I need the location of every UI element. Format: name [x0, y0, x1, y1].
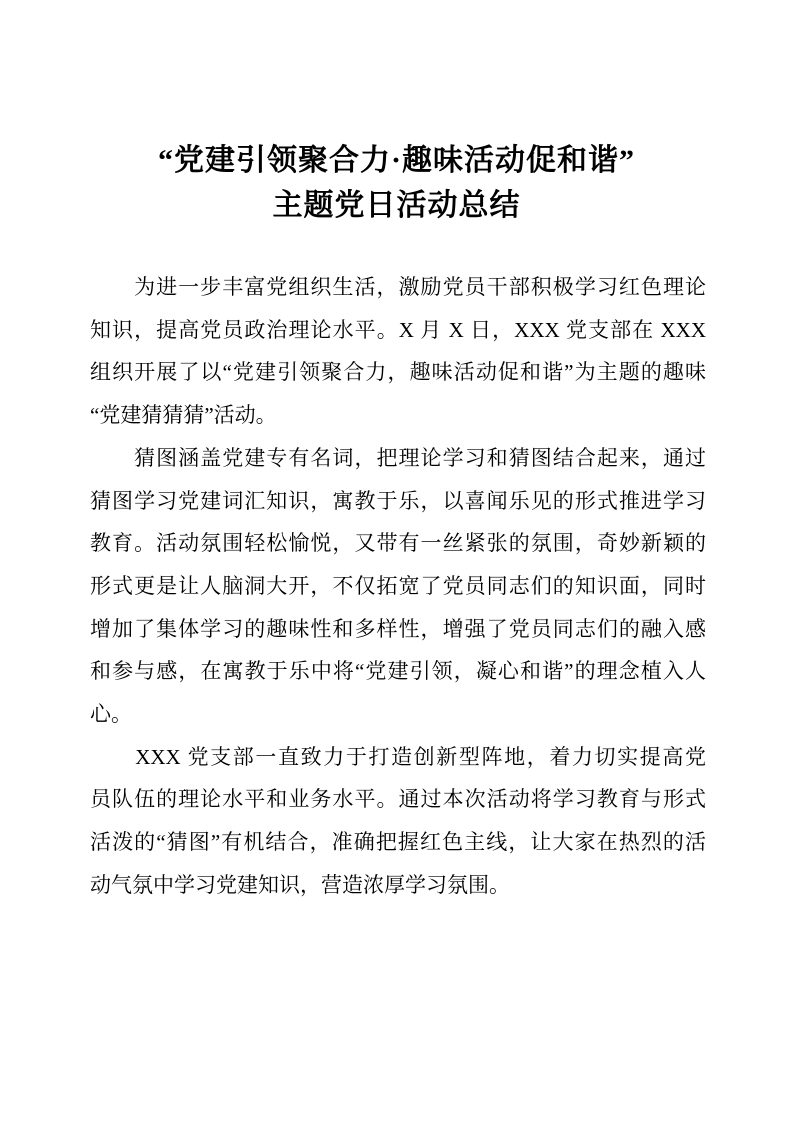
text-line: 猜图学习党建词汇知识，寓教于乐，以喜闻乐见的形式推进学习	[90, 488, 706, 513]
text-line: 形式更是让人脑洞大开，不仅拓宽了党员同志们的知识面，同时	[90, 573, 706, 598]
text-line: 员队伍的理论水平和业务水平。通过本次活动将学习教育与形式	[90, 787, 706, 812]
paragraph	[90, 437, 706, 736]
text-line: 猜图涵盖党建专有名词，把理论学习和猜图结合起来，通过	[90, 445, 706, 470]
document-title	[0, 138, 793, 228]
text-line: 心。	[90, 702, 132, 727]
text-line: 和参与感，在寓教于乐中将“党建引领，凝心和谐”的理念植入人	[90, 659, 706, 684]
text-line: 组织开展了以“党建引领聚合力，趣味活动促和谐”为主题的趣味	[90, 360, 706, 385]
text-line: “党建猜猜猜”活动。	[90, 403, 277, 428]
text-line: 为进一步丰富党组织生活，激励党员干部积极学习红色理论	[90, 275, 706, 299]
title-line-2: 主题党日活动总结	[272, 189, 521, 222]
paragraph	[90, 736, 706, 907]
text-line: XXX 党支部一直致力于打造创新型阵地，着力切实提高党	[90, 744, 706, 769]
text-line: 增加了集体学习的趣味性和多样性，增强了党员同志们的融入感	[90, 616, 706, 641]
document-body	[90, 266, 706, 907]
text-line: 知识，提高党员政治理论水平。X 月 X 日，XXX 党支部在 XXX	[90, 317, 706, 342]
text-line: 教育。活动氛围轻松愉悦，又带有一丝紧张的氛围，奇妙新颖的	[90, 531, 706, 556]
text-line: 活泼的“猜图”有机结合，准确把握红色主线，让大家在热烈的活	[90, 830, 706, 855]
text-line: 动气氛中学习党建知识，营造浓厚学习氛围。	[90, 872, 510, 897]
title-line-1: “党建引领聚合力·趣味活动促和谐”	[157, 144, 635, 177]
paragraph	[90, 266, 706, 437]
